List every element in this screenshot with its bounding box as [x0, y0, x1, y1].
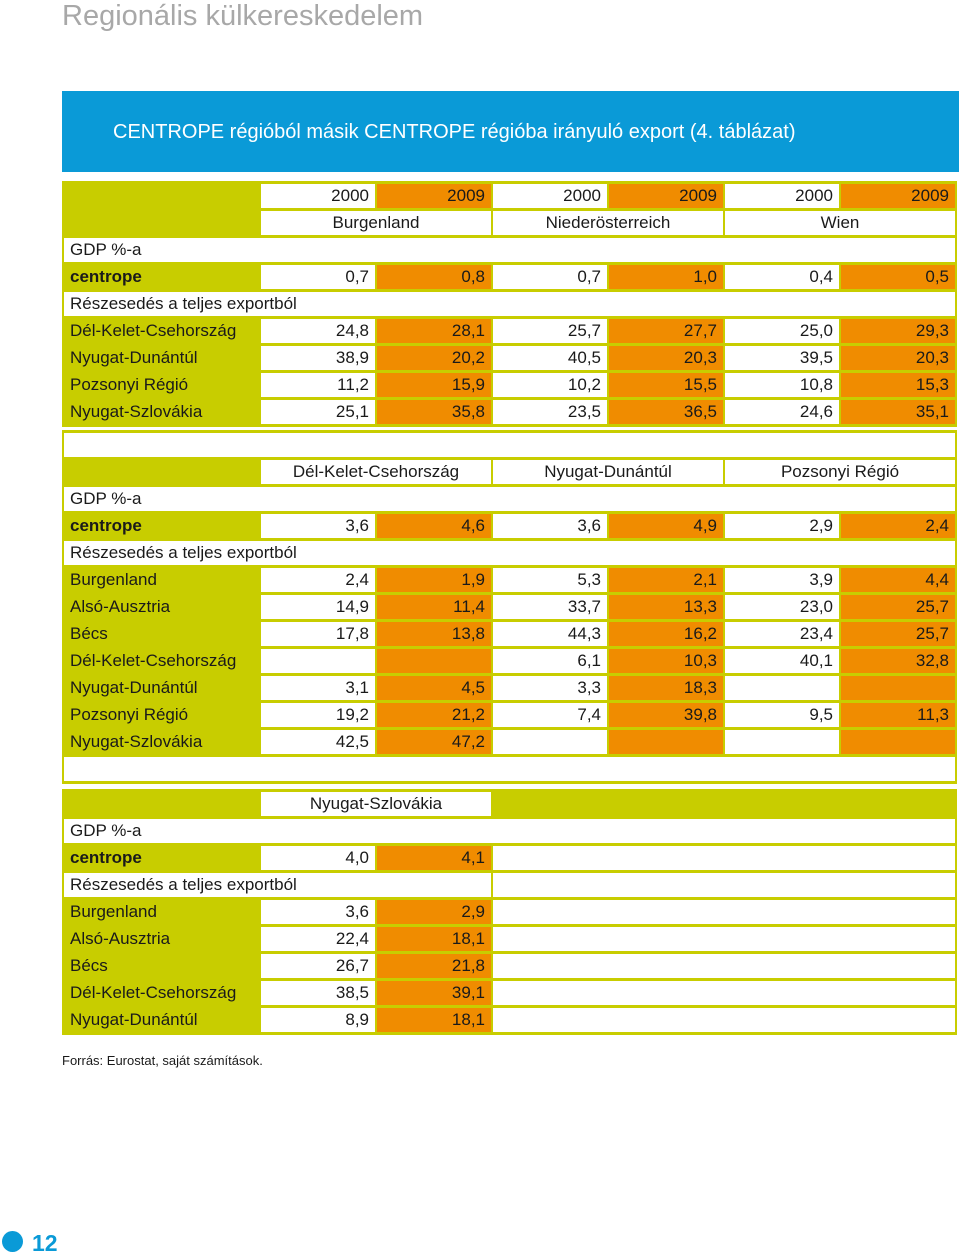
value-cell: 0,7 — [261, 265, 375, 289]
row-label: Burgenland — [64, 900, 259, 924]
value-cell: 23,5 — [493, 400, 607, 424]
value-cell: 20,3 — [841, 346, 955, 370]
filler-cell — [493, 900, 955, 924]
value-cell: 21,2 — [377, 703, 491, 727]
value-cell: 39,8 — [609, 703, 723, 727]
table-row — [64, 927, 955, 951]
value-cell: 11,4 — [377, 595, 491, 619]
value-cell: 1,9 — [377, 568, 491, 592]
table-row — [64, 1008, 955, 1032]
value-cell: 29,3 — [841, 319, 955, 343]
value-cell: 4,5 — [377, 676, 491, 700]
value-cell: 33,7 — [493, 595, 607, 619]
table-row — [64, 900, 955, 924]
value-cell — [841, 676, 955, 700]
source-note: Forrás: Eurostat, saját számítások. — [62, 1053, 263, 1068]
corner-cell — [64, 792, 259, 816]
export-table-1 — [62, 181, 957, 427]
value-cell: 23,4 — [725, 622, 839, 646]
value-cell: 2,1 — [609, 568, 723, 592]
table-row — [64, 400, 955, 424]
row-label: centrope — [64, 265, 259, 289]
value-cell: 16,2 — [609, 622, 723, 646]
value-cell: 2,4 — [841, 514, 955, 538]
value-cell: 10,8 — [725, 373, 839, 397]
table-row — [64, 730, 955, 754]
region-header: Nyugat-Szlovákia — [261, 792, 491, 816]
value-cell: 20,3 — [609, 346, 723, 370]
page-title: Regionális külkereskedelem — [62, 0, 424, 32]
section-row — [64, 819, 955, 843]
table-row — [64, 265, 955, 289]
year-cell: 2009 — [609, 184, 723, 208]
value-cell: 2,4 — [261, 568, 375, 592]
table-row — [64, 568, 955, 592]
value-cell: 19,2 — [261, 703, 375, 727]
value-cell: 40,5 — [493, 346, 607, 370]
value-cell: 25,0 — [725, 319, 839, 343]
value-cell: 8,9 — [261, 1008, 375, 1032]
section-row — [64, 292, 955, 316]
region-header: Wien — [725, 211, 955, 235]
region-header: Dél-Kelet-Csehország — [261, 460, 491, 484]
value-cell: 0,7 — [493, 265, 607, 289]
value-cell: 13,3 — [609, 595, 723, 619]
table-row — [64, 703, 955, 727]
value-cell: 18,1 — [377, 1008, 491, 1032]
filler-cell — [493, 792, 955, 816]
row-label: Pozsonyi Régió — [64, 373, 259, 397]
value-cell: 18,1 — [377, 927, 491, 951]
table-row — [64, 846, 955, 870]
table-separator — [64, 757, 955, 781]
row-label: Dél-Kelet-Csehország — [64, 981, 259, 1005]
row-label: Alsó-Ausztria — [64, 595, 259, 619]
value-cell: 6,1 — [493, 649, 607, 673]
row-label: Nyugat-Dunántúl — [64, 346, 259, 370]
value-cell: 2,9 — [725, 514, 839, 538]
row-label: Dél-Kelet-Csehország — [64, 319, 259, 343]
year-cell: 2009 — [841, 184, 955, 208]
table-separator — [64, 433, 955, 457]
value-cell: 25,7 — [493, 319, 607, 343]
value-cell: 42,5 — [261, 730, 375, 754]
value-cell: 14,9 — [261, 595, 375, 619]
region-header-row — [64, 792, 955, 816]
separator-row — [64, 757, 955, 781]
value-cell: 3,6 — [261, 514, 375, 538]
row-label: centrope — [64, 846, 259, 870]
value-cell: 5,3 — [493, 568, 607, 592]
value-cell — [261, 649, 375, 673]
row-label: Dél-Kelet-Csehország — [64, 649, 259, 673]
value-cell: 27,7 — [609, 319, 723, 343]
value-cell: 0,4 — [725, 265, 839, 289]
row-label: centrope — [64, 514, 259, 538]
value-cell: 39,5 — [725, 346, 839, 370]
value-cell: 1,0 — [609, 265, 723, 289]
value-cell: 4,0 — [261, 846, 375, 870]
gdp-section-label: GDP %-a — [64, 487, 955, 511]
section-row — [64, 487, 955, 511]
filler-cell — [493, 981, 955, 1005]
row-label: Nyugat-Szlovákia — [64, 400, 259, 424]
value-cell: 9,5 — [725, 703, 839, 727]
value-cell: 10,2 — [493, 373, 607, 397]
value-cell: 25,7 — [841, 595, 955, 619]
value-cell: 35,1 — [841, 400, 955, 424]
table-row — [64, 676, 955, 700]
table-row — [64, 981, 955, 1005]
gdp-section-label: GDP %-a — [64, 238, 955, 262]
value-cell: 24,8 — [261, 319, 375, 343]
export-table-3 — [62, 789, 957, 1035]
value-cell: 15,9 — [377, 373, 491, 397]
table-banner — [62, 91, 959, 172]
section-row — [64, 541, 955, 565]
value-cell: 0,8 — [377, 265, 491, 289]
table-row — [64, 514, 955, 538]
value-cell: 44,3 — [493, 622, 607, 646]
region-header: Nyugat-Dunántúl — [493, 460, 723, 484]
row-label: Pozsonyi Régió — [64, 703, 259, 727]
share-section-label: Részesedés a teljes exportból — [64, 541, 955, 565]
section-row — [64, 873, 955, 897]
value-cell — [725, 730, 839, 754]
table-row — [64, 954, 955, 978]
corner-cell — [64, 184, 259, 208]
value-cell: 11,3 — [841, 703, 955, 727]
value-cell: 38,9 — [261, 346, 375, 370]
value-cell: 10,3 — [609, 649, 723, 673]
value-cell — [493, 730, 607, 754]
region-header: Burgenland — [261, 211, 491, 235]
value-cell — [377, 649, 491, 673]
year-cell: 2000 — [725, 184, 839, 208]
year-cell: 2000 — [493, 184, 607, 208]
value-cell: 20,2 — [377, 346, 491, 370]
value-cell: 3,6 — [493, 514, 607, 538]
region-header-row — [64, 211, 955, 235]
value-cell: 7,4 — [493, 703, 607, 727]
value-cell: 17,8 — [261, 622, 375, 646]
value-cell: 4,1 — [377, 846, 491, 870]
section-row — [64, 238, 955, 262]
value-cell: 36,5 — [609, 400, 723, 424]
value-cell: 24,6 — [725, 400, 839, 424]
value-cell: 15,5 — [609, 373, 723, 397]
year-header-row — [64, 184, 955, 208]
value-cell: 21,8 — [377, 954, 491, 978]
value-cell: 3,9 — [725, 568, 839, 592]
corner-cell — [64, 211, 259, 235]
value-cell: 4,9 — [609, 514, 723, 538]
share-section-label: Részesedés a teljes exportból — [64, 292, 955, 316]
value-cell: 0,5 — [841, 265, 955, 289]
value-cell — [725, 676, 839, 700]
table-row — [64, 373, 955, 397]
separator-row — [64, 433, 955, 457]
row-label: Bécs — [64, 622, 259, 646]
value-cell — [841, 730, 955, 754]
filler-cell — [493, 927, 955, 951]
page-number: 12 — [32, 1230, 58, 1256]
value-cell: 25,1 — [261, 400, 375, 424]
value-cell — [609, 730, 723, 754]
value-cell: 40,1 — [725, 649, 839, 673]
row-label: Alsó-Ausztria — [64, 927, 259, 951]
value-cell: 26,7 — [261, 954, 375, 978]
year-cell: 2009 — [377, 184, 491, 208]
value-cell: 3,3 — [493, 676, 607, 700]
table-caption: CENTROPE régióból másik CENTROPE régióba irányuló export (4. táblázat) — [113, 121, 796, 143]
value-cell: 32,8 — [841, 649, 955, 673]
value-cell: 22,4 — [261, 927, 375, 951]
gdp-section-label: GDP %-a — [64, 819, 955, 843]
value-cell: 28,1 — [377, 319, 491, 343]
table-row — [64, 649, 955, 673]
table-row — [64, 346, 955, 370]
value-cell: 18,3 — [609, 676, 723, 700]
value-cell: 4,4 — [841, 568, 955, 592]
year-cell: 2000 — [261, 184, 375, 208]
row-label: Nyugat-Dunántúl — [64, 676, 259, 700]
value-cell: 15,3 — [841, 373, 955, 397]
table-row — [64, 319, 955, 343]
value-cell: 3,1 — [261, 676, 375, 700]
value-cell: 11,2 — [261, 373, 375, 397]
filler-cell — [493, 873, 955, 897]
row-label: Bécs — [64, 954, 259, 978]
value-cell: 25,7 — [841, 622, 955, 646]
row-label: Burgenland — [64, 568, 259, 592]
region-header-row — [64, 460, 955, 484]
value-cell: 38,5 — [261, 981, 375, 1005]
corner-cell — [64, 460, 259, 484]
share-section-label: Részesedés a teljes exportból — [64, 873, 491, 897]
value-cell: 4,6 — [377, 514, 491, 538]
table-row — [64, 622, 955, 646]
value-cell: 2,9 — [377, 900, 491, 924]
row-label: Nyugat-Szlovákia — [64, 730, 259, 754]
region-header: Niederösterreich — [493, 211, 723, 235]
filler-cell — [493, 954, 955, 978]
value-cell: 35,8 — [377, 400, 491, 424]
value-cell: 3,6 — [261, 900, 375, 924]
filler-cell — [493, 1008, 955, 1032]
value-cell: 39,1 — [377, 981, 491, 1005]
value-cell: 23,0 — [725, 595, 839, 619]
export-table-2 — [62, 430, 957, 784]
page-marker-dot-icon — [2, 1231, 23, 1252]
row-label: Nyugat-Dunántúl — [64, 1008, 259, 1032]
filler-cell — [493, 846, 955, 870]
table-row — [64, 595, 955, 619]
value-cell: 47,2 — [377, 730, 491, 754]
value-cell: 13,8 — [377, 622, 491, 646]
region-header: Pozsonyi Régió — [725, 460, 955, 484]
